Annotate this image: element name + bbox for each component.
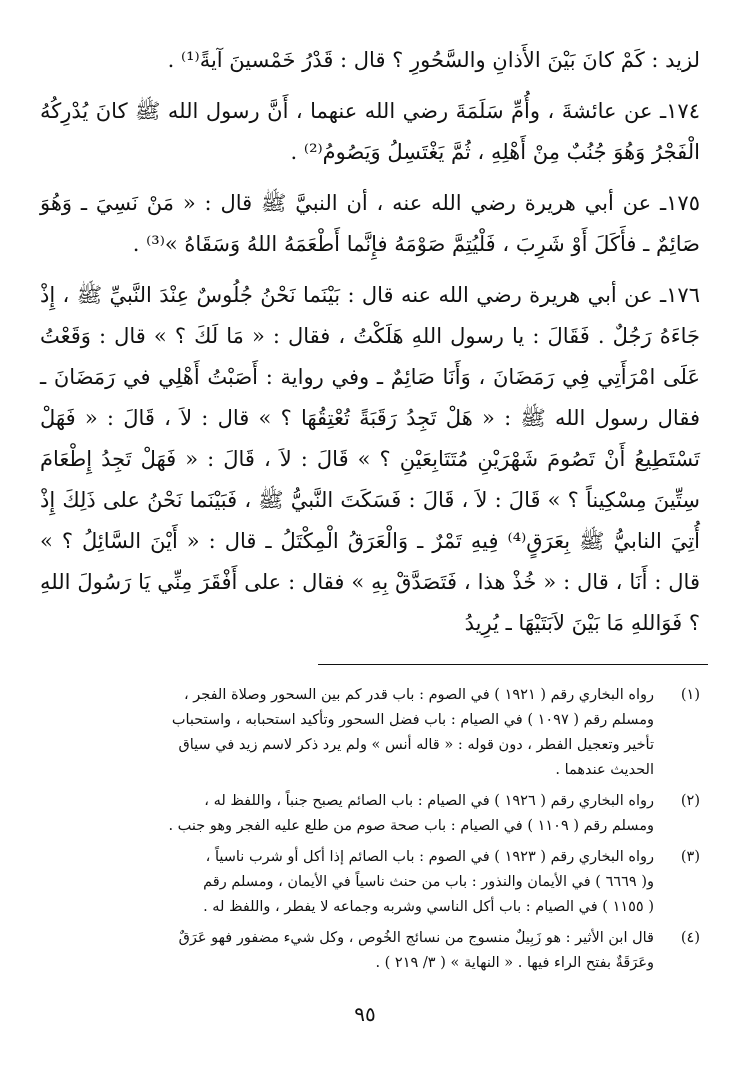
footnote-2 — [40, 789, 700, 839]
footnote-text — [40, 683, 654, 783]
continuation-paragraph: لزيد : كَمْ كانَ بَيْنَ الأَذانِ والسَّحُورِ ؟ قال : قَدْرُ خَمْسينَ آيةً⁽¹⁾ . — [167, 48, 700, 72]
footnote-line: رواه البخاري رقم ( ١٩٢٦ ) في الصيام : باب الصائم يصبح جنباً ، واللفظ له ، — [204, 793, 654, 809]
footnote-number: (١) — [680, 687, 700, 703]
footnote-line: رواه البخاري رقم ( ١٩٢٣ ) في الصوم : باب الصائم إذا أكل أو شرب ناسياً ، — [205, 849, 654, 865]
footnotes — [40, 683, 700, 976]
footnote-number: (٤) — [680, 930, 700, 946]
footnote-text — [40, 845, 654, 920]
footnote-line: ومسلم رقم ( ١٠٩٧ ) في الصيام : باب فضل السحور وتأكيد استحبابه ، واستحباب — [171, 712, 654, 728]
book-page — [40, 40, 700, 982]
footnote-3 — [40, 845, 700, 920]
footnote-divider — [318, 664, 708, 665]
footnote-1 — [40, 683, 700, 783]
hadith-175: ١٧٥ـ عن أبي هريرة رضي الله عنه ، أن النبيَّ ﷺ قال : « مَنْ نَسِيَ ـ وَهُوَ صَائِمٌ ـ فأَكَلَ أَوْ شَرِبَ ، فَلْيُتِمَّ صَوْمَهُ فإِنَّما أَطْعَمَهُ اللهُ وَسَقَاهُ »⁽³⁾ . — [40, 191, 700, 256]
main-text — [40, 40, 700, 644]
footnote-line: رواه البخاري رقم ( ١٩٢١ ) في الصوم : باب قدر كم بين السحور وصلاة الفجر ، — [183, 687, 654, 703]
footnote-number: (٢) — [680, 793, 700, 809]
footnote-line: قال ابن الأثير : هو زَبِيلٌ منسوج من نسائج الخُوص ، وكل شيء مضفور فهو عَرَقٌ — [178, 930, 654, 946]
footnote-line: ( ١١٥٥ ) في الصيام : باب أكل الناسي وشربه وجماعه لا يفطر ، واللفظ له . — [203, 899, 654, 915]
footnote-4 — [40, 926, 700, 976]
hadith-174: ١٧٤ـ عن عائشةَ ، وأُمِّ سَلَمَةَ رضي الله عنهما ، أَنَّ رسول الله ﷺ كانَ يُدْرِكُهُ الْفَجْرُ وَهُوَ جُنُبٌ مِنْ أَهْلِهِ ، ثُمَّ يَغْتَسِلُ وَيَصُومُ⁽²⁾ . — [40, 99, 700, 164]
footnote-number: (٣) — [680, 849, 700, 865]
hadith-176: ١٧٦ـ عن أبي هريرة رضي الله عنه قال : بَيْنَما نَحْنُ جُلُوسٌ عِنْدَ النَّبيِّ ﷺ ، إِذْ جَاءَهُ رَجُلٌ . فَقَالَ : يا رسول اللهِ هَلَكْتُ ، فقال : « مَا لَكَ ؟ » قال : وَقَعْتُ عَلَى امْرَأَتِي فِي رَمَضَانَ ، وَأَنَا صَائِمٌ ـ وفي رواية : أَصَبْتُ أَهْلِي في رَمَضَانَ ـ فقال رسول الله ﷺ : « هَلْ تَجِدُ رَقَبَةً تُعْتِقُهَا ؟ » قال : لاَ ، قَالَ : « فَهَلْ تَسْتَطِيعُ أَنْ تَصُومَ شَهْرَيْنِ مُتَتَابِعَيْنِ ؟ » قَالَ : لاَ ، قَالَ : « فَهَلْ تَجِدُ إِطْعَامَ سِتِّينَ مِسْكِيناً ؟ » قَالَ : لاَ ، قَالَ : فَسَكَتَ النَّبيُّ ﷺ ، فَبَيْنَما نَحْنُ على ذَلِكَ إِذْ أُتِيَ النابيُّ ﷺ بِعَرَقٍ⁽⁴⁾ فِيهِ تَمْرٌ ـ وَالْعَرَقُ الْمِكْتَلُ ـ قال : « أَيْنَ السَّائِلُ ؟ » قال : أَنَا ، قال : « خُذْ هذا ، فَتَصَدَّقْ بِهِ » فقال : على أَفْقَرَ مِنِّي يَا رَسُولَ اللهِ ؟ فَوَاللهِ مَا بَيْنَ لاَبَتَيْهَا ـ يُرِيدُ — [40, 283, 700, 635]
footnote-line: ومسلم رقم ( ١١٠٩ ) في الصيام : باب صحة صوم من طلع عليه الفجر وهو جنب . — [168, 818, 654, 834]
footnote-line: الحديث عندهما . — [555, 762, 654, 778]
footnote-text — [40, 789, 654, 839]
page-number: ٩٥ — [354, 1002, 376, 1026]
footnote-text — [40, 926, 654, 976]
footnote-line: وعَرَقَةٌ بفتح الراء فيها . « النهاية » ( ٣/ ٢١٩ ) . — [375, 955, 654, 971]
footnote-line: تأخير وتعجيل الفطر ، دون قوله : « قاله أنس » ولم يرد ذكر لاسم زيد في سياق — [178, 737, 654, 753]
footnote-line: و( ٦٦٦٩ ) في الأيمان والنذور : باب من حنث ناسياً في الأيمان ، ومسلم رقم — [203, 874, 654, 890]
